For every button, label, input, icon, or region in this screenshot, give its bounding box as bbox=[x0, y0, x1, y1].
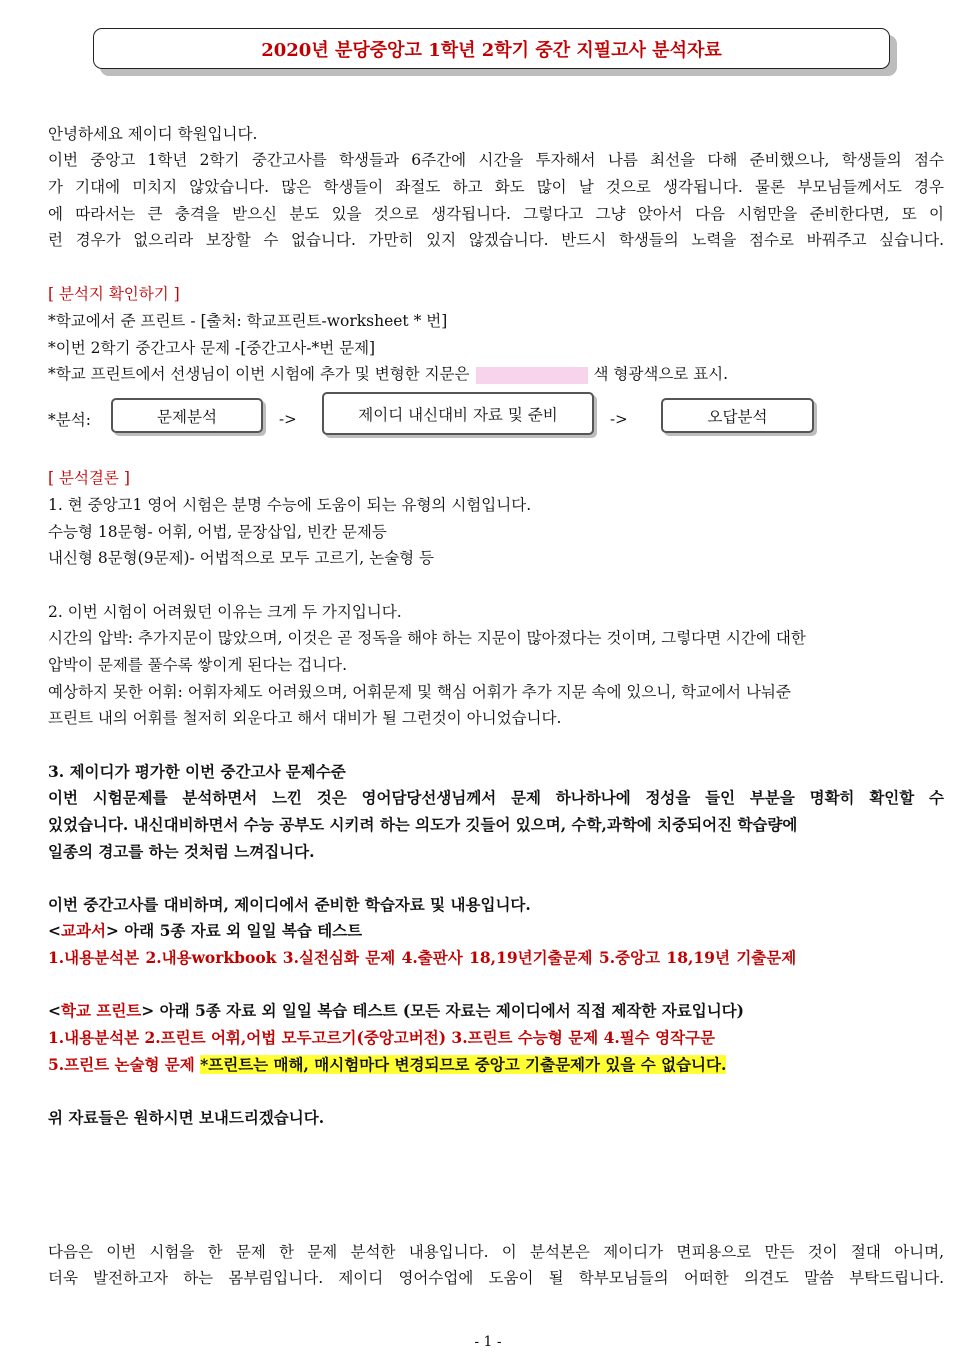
prep-textbook-items: 1.내용분석본 2.내용workbook 3.실전심화 문제 4.출판사 18,19년기출문제 5.중앙고 18,19년 기출문제 bbox=[48, 948, 797, 967]
conclusion-text: 수능형 18문형- 어휘, 어법, 문장삽입, 빈칸 문제등 bbox=[48, 523, 387, 541]
check-line-exam: *이번 2학기 중간고사 문제 -[중간고사-*번 문제] bbox=[48, 339, 376, 357]
intro-line: 런 경우가 없으리라 보장할 수 없습니다. 가만히 있지 않겠습니다. 반드시 학생들의 노력을 점수로 바꿔주고 싶습니다. bbox=[48, 231, 944, 249]
prep-print-items-2: 5.프린트 논술형 문제 *프린트는 매해, 매시험마다 변경되므로 중앙고 기출문제가 있을 수 없습니다. bbox=[48, 1055, 727, 1074]
flow-step-jd-prep: 제이디 내신대비 자료 및 준비 bbox=[322, 392, 594, 435]
print-label: 학교 프린트 bbox=[61, 1001, 142, 1020]
conclusion-text: 예상하지 못한 어휘: 어휘자체도 어려웠으며, 어휘문제 및 핵심 어휘가 추가 지문 속에 있으니, 학교에서 나눠준 bbox=[48, 683, 791, 701]
intro-line: 에 따라서는 큰 충격을 받으신 분도 있을 것으로 생각됩니다. 그렇다고 그냥 앉아서 다음 시험만을 준비한다면, 또 이 bbox=[48, 205, 944, 223]
closing-line: 더욱 발전하고자 하는 몸부림입니다. 제이디 영어수업에 도움이 될 학부모님들의 어떠한 의견도 말씀 부탁드립니다. bbox=[48, 1269, 944, 1287]
flow-step-problem-analysis: 문제분석 bbox=[111, 398, 263, 433]
conclusion-header: [ 분석결론 ] bbox=[48, 469, 130, 487]
conclusion-text: 일종의 경고를 하는 것처럼 느껴집니다. bbox=[48, 842, 315, 861]
intro-line: 가 기대에 미치지 않았습니다. 많은 학생들이 좌절도 하고 화도 많이 날 것으로 생각됩니다. 물론 부모님들께서도 경우 bbox=[48, 178, 944, 196]
prep-textbook-header: <교과서> 아래 5종 자료 외 일일 복습 테스트 bbox=[48, 921, 363, 940]
prep-print-header: <학교 프린트> 아래 5종 자료 외 일일 복습 테스트 (모든 자료는 제이디에서 직접 제작한 자료입니다) bbox=[48, 1001, 744, 1020]
prep-intro: 이번 중간고사를 대비하며, 제이디에서 준비한 학습자료 및 내용입니다. bbox=[48, 895, 531, 914]
check-line-print: *학교에서 준 프린트 - [출처: 학교프린트-worksheet * 번] bbox=[48, 312, 448, 330]
check-header-label: 분석지 확인하기 bbox=[58, 285, 169, 303]
flow-arrow: -> bbox=[279, 410, 297, 428]
flow-arrow: -> bbox=[610, 410, 628, 428]
prep-send-note: 위 자료들은 원하시면 보내드리겠습니다. bbox=[48, 1108, 325, 1127]
conclusion-text: 이번 시험문제를 분석하면서 느낀 것은 영어담당선생님께서 문제 하나하나에 정성을 들인 부분을 명확히 확인할 수 bbox=[48, 788, 944, 807]
flow-label: *분석: bbox=[48, 411, 91, 429]
page-number: - 1 - bbox=[474, 1334, 502, 1350]
flow-step-wrong-answer: 오답분석 bbox=[661, 398, 814, 433]
print-note-highlight: *프린트는 매해, 매시험마다 변경되므로 중앙고 기출문제가 있을 수 없습니다. bbox=[200, 1055, 727, 1074]
prep-print-items: 1.내용분석본 2.프린트 어휘,어법 모두고르기(중앙고버전) 3.프린트 수능형 문제 4.필수 영작구문 bbox=[48, 1028, 715, 1047]
conclusion-text: 내신형 8문형(9문제)- 어법적으로 모두 고르기, 논술형 등 bbox=[48, 549, 434, 567]
conclusion-text: 압박이 문제를 풀수록 쌓이게 된다는 겁니다. bbox=[48, 656, 348, 674]
check-line-highlight: *학교 프린트에서 선생님이 이번 시험에 추가 및 변형한 지문은 색 형광색으로 표시. bbox=[48, 365, 729, 383]
intro-greeting: 안녕하세요 제이디 학원입니다. bbox=[48, 125, 258, 143]
conclusion-text: 프린트 내의 어휘를 철저히 외운다고 해서 대비가 될 그런것이 아니었습니다. bbox=[48, 709, 562, 727]
conclusion-point-1: 1. 현 중앙고1 영어 시험은 분명 수능에 도움이 되는 유형의 시험입니다. bbox=[48, 496, 532, 514]
conclusion-text: 있었습니다. 내신대비하면서 수능 공부도 시키려 하는 의도가 깃들어 있으며, 수학,과학에 치중되어진 학습량에 bbox=[48, 815, 798, 834]
conclusion-header-label: 분석결론 bbox=[58, 469, 119, 487]
check-header: [ 분석지 확인하기 ] bbox=[48, 285, 180, 303]
title-banner bbox=[93, 28, 890, 69]
textbook-label: 교과서 bbox=[61, 921, 106, 940]
page-title: 2020년 분당중앙고 1학년 2학기 중간 지필고사 분석자료 bbox=[93, 28, 890, 69]
conclusion-text: 시간의 압박: 추가지문이 많았으며, 이것은 곧 정독을 해야 하는 지문이 많아졌다는 것이며, 그렇다면 시간에 대한 bbox=[48, 629, 806, 647]
intro-line: 이번 중앙고 1학년 2학기 중간고사를 학생들과 6주간에 시간을 투자해서 나름 최선을 다해 준비했으나, 학생들의 점수 bbox=[48, 151, 944, 169]
conclusion-point-2: 2. 이번 시험이 어려웠던 이유는 크게 두 가지입니다. bbox=[48, 603, 402, 621]
closing-line: 다음은 이번 시험을 한 문제 한 문제 분석한 내용입니다. 이 분석본은 제이디가 면피용으로 만든 것이 절대 아니며, bbox=[48, 1243, 944, 1261]
pink-highlight-swatch bbox=[476, 367, 588, 384]
conclusion-point-3: 3. 제이디가 평가한 이번 중간고사 문제수준 bbox=[48, 762, 346, 781]
